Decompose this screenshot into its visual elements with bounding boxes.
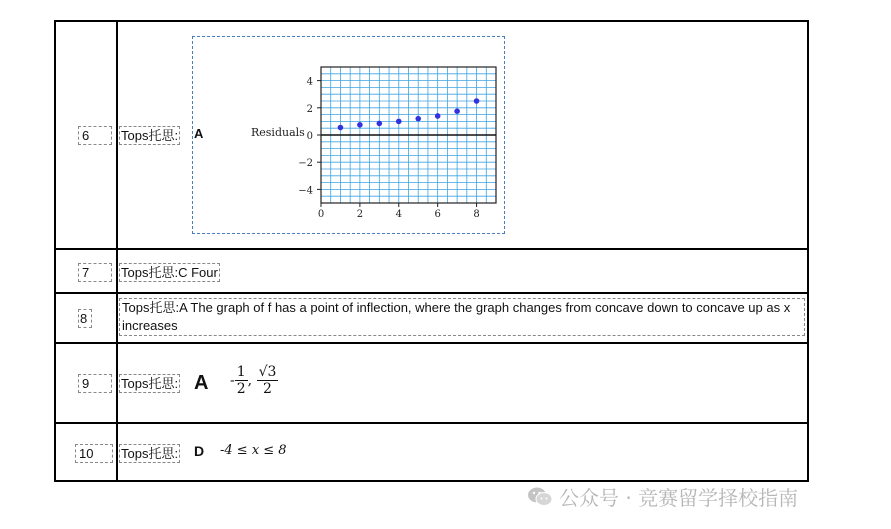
fraction-sqrt3-half [257,364,279,397]
data-point [474,98,480,104]
question-number-cell [55,21,117,249]
data-point [377,121,383,127]
answer-label: Tops托思: [121,446,179,461]
table-row [55,293,808,343]
answer-cell [117,343,808,423]
frac-numerator: 1 [236,364,246,380]
watermark [527,482,798,513]
question-number: 9 [78,374,112,393]
plot-ylabel: Residuals [251,126,305,139]
watermark-text: 公众号 · 竞赛留学择校指南 [559,486,799,510]
answer-math: -4 ≤ x ≤ 8 [220,443,287,458]
answer-math [230,364,278,397]
question-number: 10 [75,444,113,463]
frac-numerator: √3 [258,364,277,380]
data-point [396,119,402,125]
residual-plot-frame [192,36,505,234]
table-row [55,249,808,293]
question-number-cell [55,293,117,343]
answer-cell [117,293,808,343]
answer-cell [117,21,808,249]
answer-cell [117,423,808,481]
y-tick-label: −4 [298,185,313,197]
x-tick-label: 0 [317,209,325,220]
table-row [55,21,808,249]
answer-choice: A [194,126,204,141]
question-number: 8 [78,309,92,328]
answer-text: Tops托思:C Four [121,265,218,280]
x-tick-label: 6 [434,209,441,220]
data-point [338,125,344,131]
question-number-cell [55,343,117,423]
math-separator: , [247,372,253,389]
question-number: 7 [78,263,112,282]
math-neg-sign: - [230,372,235,389]
question-number: 6 [78,126,112,145]
answer-label: Tops托思: [121,376,179,391]
frac-denominator: 2 [236,381,246,397]
answer-label: Tops托思: [121,128,179,143]
table-row [55,343,808,423]
question-number-cell [55,423,117,481]
answer-text: Tops托思:A The graph of f has a point of inflection, where the graph changes from concave down to concave up as x increases [119,298,805,336]
residual-plot [193,37,504,233]
wechat-icon [527,486,553,513]
question-number-cell [55,249,117,293]
frac-denominator: 2 [263,381,272,397]
x-tick-label: 4 [395,209,402,220]
answer-cell [117,249,808,293]
answer-choice: A [194,372,209,394]
y-tick-label: 4 [306,76,313,88]
answer-choice: D [194,443,205,459]
x-tick-label: 2 [356,209,364,220]
answer-table [54,20,809,482]
x-tick-label: 8 [473,209,480,220]
y-tick-label: −2 [298,158,313,170]
data-point [415,116,421,122]
y-tick-label: 2 [306,103,313,115]
data-point [454,108,460,114]
table-row [55,423,808,481]
data-point [357,122,363,128]
fraction-one-half [235,364,248,397]
y-tick-label: 0 [306,131,313,142]
data-point [435,113,441,119]
